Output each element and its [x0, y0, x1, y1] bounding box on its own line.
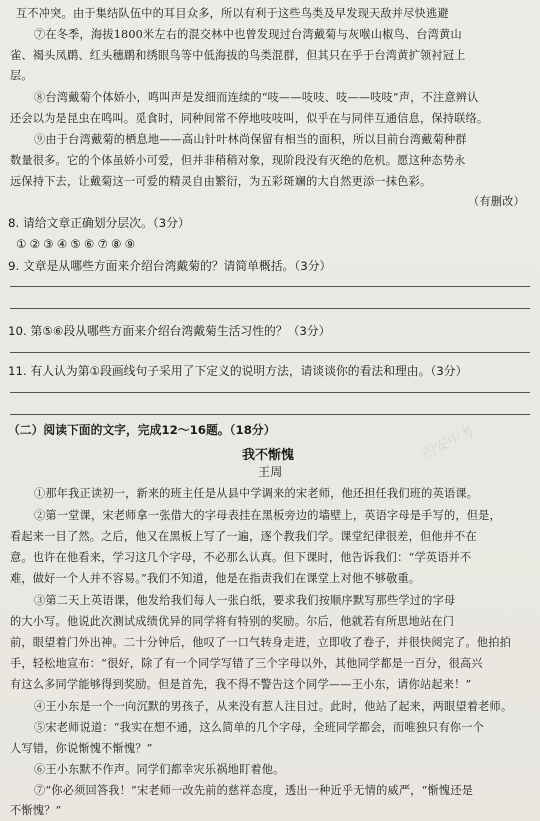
paragraph-6: ⑥王小东默不作声。同学们都幸灾乐祸地盯着他。 — [34, 763, 285, 776]
paragraph-4: ④王小东是一个一向沉默的男孩子，从来没有惹人注目过。此时，他站了起来，两眼望着老师。 — [34, 700, 513, 713]
answer-line[interactable] — [10, 308, 530, 309]
article-author: 王周 — [258, 465, 283, 479]
paragraph-text: 互不冲突。由于集结队伍中的耳目众多，所以有利于这些鸟类及早发现天敌并尽快逃避 — [16, 7, 449, 20]
paragraph-5-line2: 人写错，你说惭愧不惭愧？” — [10, 742, 153, 755]
question-8: 8. 请给文章正确划分层次。（3分） — [8, 216, 190, 230]
paragraph-2-line3: 意。也许在他看来，学习这几个字母，不必那么认真。但下课时，他告诉我们：“学英语并不 — [10, 551, 472, 564]
paragraph-2-line4: 难，做好一个人并不容易。”我们不知道，他是在指责我们在课堂上对他不够敬重。 — [10, 572, 421, 585]
paragraph-2-line2: 看起来一目了然。之后，他又在黑板上写了一遍，逐个教我们学。课堂纪律很差，但他并不在 — [10, 530, 477, 543]
watermark-stamp: 西安中考 — [419, 423, 478, 462]
question-11: 11. 有人认为第①段画线句子采用了下定义的说明方法，请谈谈你的看法和理由。（3分） — [8, 364, 468, 378]
paragraph-8: ⑧台湾戴菊个体娇小，鸣叫声是发细而连续的“吱——吱吱、吱——吱吱”声，不注意辨认 — [34, 91, 479, 104]
paragraph-7-line2: 雀、褐头凤鹛、红头穗鹛和绣眼鸟等中低海拔的鸟类混群，但其只在乎于台湾黄扩领衬冠上 — [10, 49, 466, 62]
question-9: 9. 文章是从哪些方面来介绍台湾戴菊的？请简单概括。（3分） — [8, 259, 332, 273]
paragraph-9-line3: 远保持下去，让戴菊这一可爱的精灵自由繁衍，为五彩斑斓的大自然更添一抹色彩。 — [10, 175, 432, 188]
paragraph-7: ⑦“你必须回答我！”宋老师一改先前的慈祥态度，透出一种近乎无情的威严，“惭愧还是 — [34, 784, 474, 797]
paragraph-8-line2: 还会以为是昆虫在鸣叫。觅食时，同种间常不停地吱吱叫，似乎在与同伴互通信息，保持联络。 — [10, 112, 489, 125]
paragraph-1: ①那年我正读初一，新来的班主任是从县中学调来的宋老师，他还担任我们班的英语课。 — [34, 487, 479, 500]
paragraph-3-line3: 前，眼望着门外出神。二十分钟后，他叹了一口气转身走进，立即收了卷子，并很快阅完了。他拍拍 — [10, 636, 512, 649]
paragraph-9-line2: 数量很多。它的个体虽娇小可爱，但并非稍稍对象，现阶段没有灭绝的危机。愿这种态势永 — [10, 154, 466, 167]
question-8-options: ①②③④⑤⑥⑦⑧⑨ — [16, 237, 139, 251]
paragraph-3-line5: 有这么多同学能够得到奖励。但是首先，我不得不警告这个同学——王小东，请你站起来！” — [10, 678, 472, 691]
answer-line[interactable] — [10, 286, 530, 287]
source-note: （有删改） — [468, 195, 525, 208]
paragraph-9: ⑨由于台湾戴菊的栖息地——高山针叶林尚保留有相当的面积，所以目前台湾戴菊种群 — [34, 133, 467, 146]
answer-line[interactable] — [10, 352, 530, 353]
paragraph-3-line4: 手，轻松地宣布：“很好，除了有一个同学写错了三个字母以外，其他同学都是一百分，很高兴 — [10, 657, 483, 670]
answer-line[interactable] — [10, 392, 530, 393]
paragraph-2: ②第一堂课，宋老师拿一张借大的字母表挂在黑板旁边的墙壁上，英语字母是手写的，但是， — [34, 509, 501, 522]
paragraph-5: ⑤宋老师说道：“我实在想不通，这么简单的几个字母，全班同学都会，而唯独只有你一个 — [34, 721, 485, 734]
article-title: 我不惭愧 — [242, 448, 295, 463]
question-10: 10. 第⑤⑥段从哪些方面来介绍台湾戴菊生活习性的？（3分） — [8, 324, 331, 338]
paragraph-3: ③第二天上英语课，他发给我们每人一张白纸，要求我们按顺序默写那些学过的字母 — [34, 594, 456, 607]
paragraph-7: ⑦在冬季，海拔1800米左右的混交林中也曾发现过台湾戴菊与灰喉山椒鸟、台湾黄山 — [34, 28, 462, 41]
paragraph-3-line2: 的大小写。他说此次测试成绩优异的同学将有特别的奖励。尔后，他就若有所思地站在门 — [10, 615, 455, 628]
paragraph-7-line2: 不惭愧？” — [10, 804, 62, 817]
answer-line[interactable] — [10, 414, 530, 415]
paragraph-7-line3: 层。 — [10, 69, 33, 82]
section-header: （二）阅读下面的文字，完成12～16题。（18分） — [8, 423, 276, 437]
